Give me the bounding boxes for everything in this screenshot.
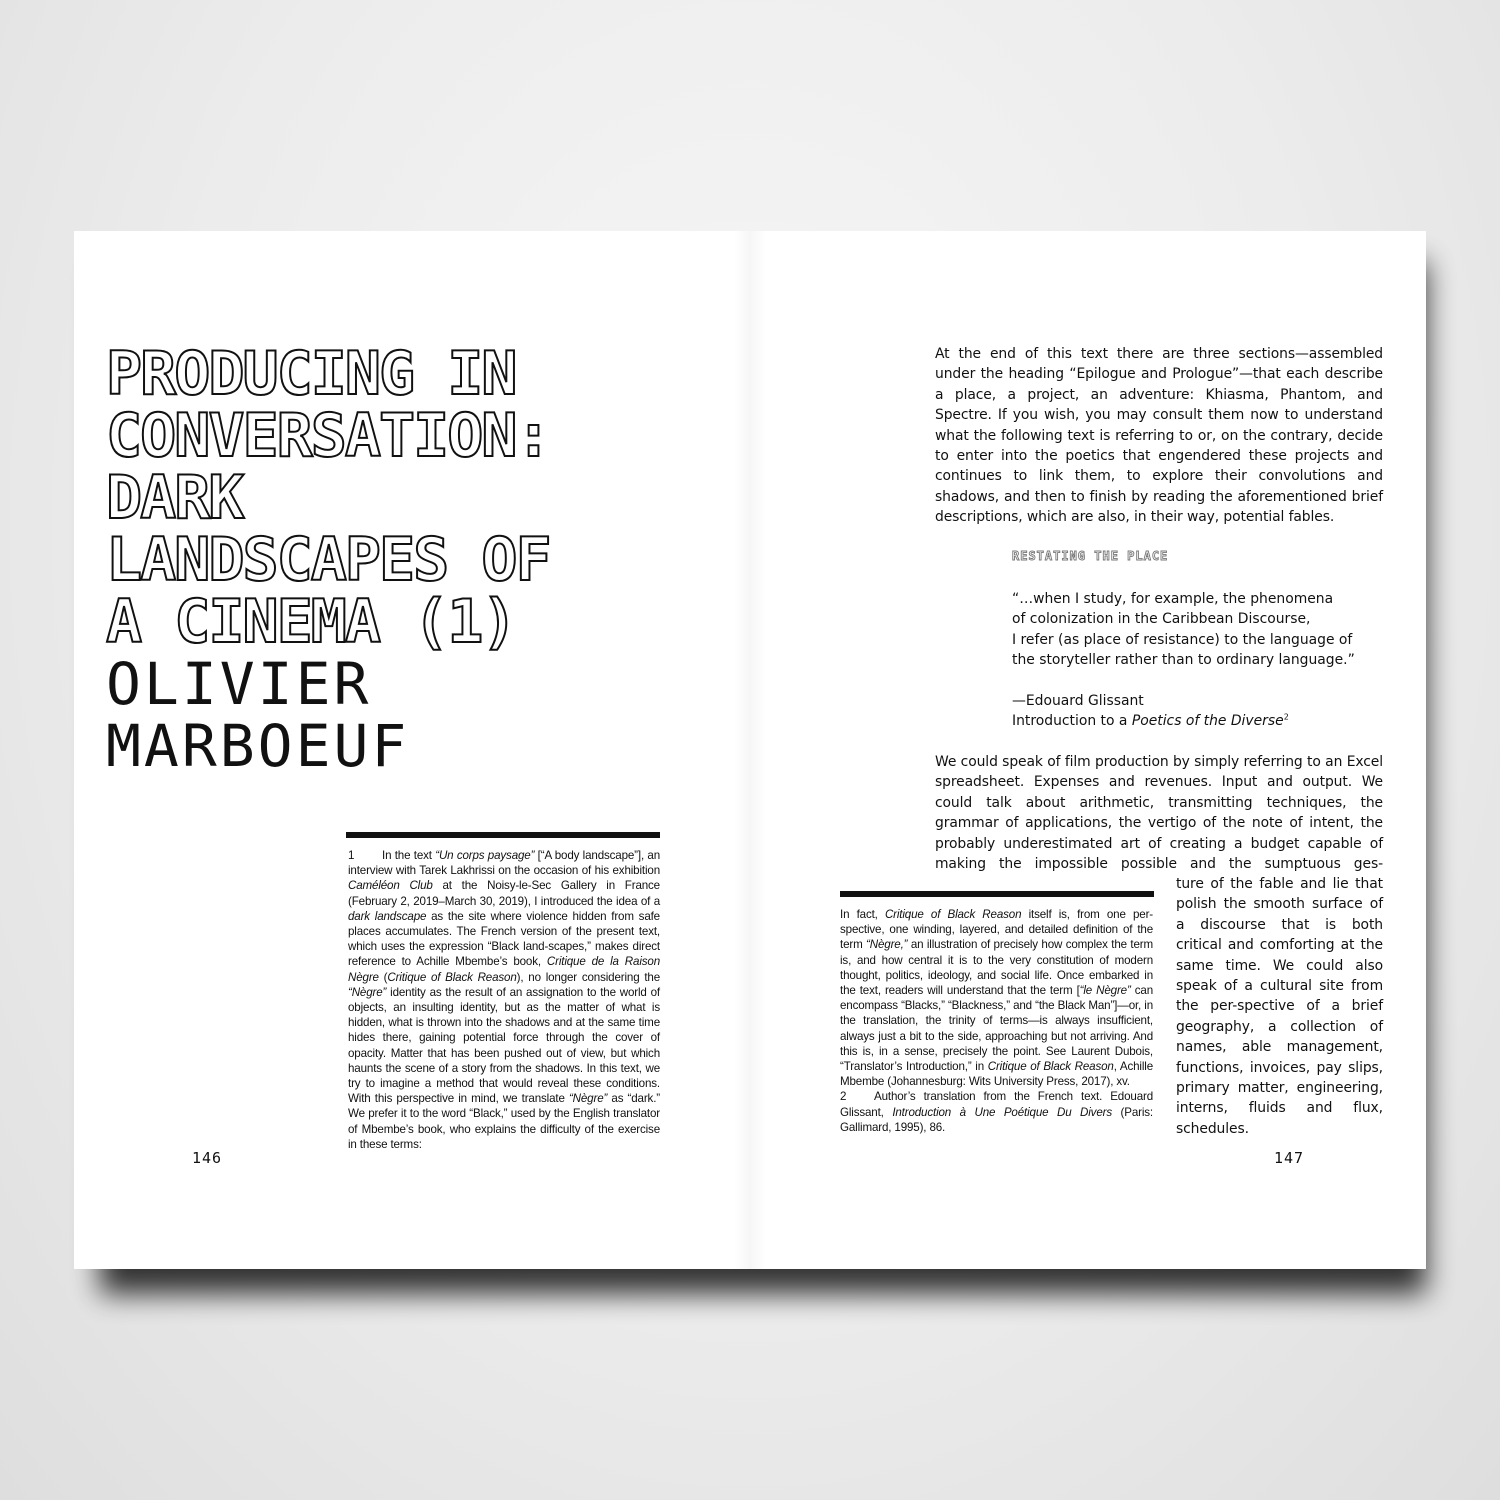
epigraph bbox=[1012, 589, 1392, 732]
footnote-marker: 2 bbox=[1283, 712, 1289, 722]
footnote-2: 2 Author’s translation from the French text. Edouard Glissant, Introduction à Une Poétique Du Divers (Paris: Gallimard, 1995), 86. bbox=[840, 1090, 1153, 1134]
author-name bbox=[106, 650, 410, 780]
body-paragraph-continued: ture of the fable and lie that polish the smooth surface of a discourse that is both critical and comforting at the same time. We could also speak of a cultural site from the per-spective of a brief geography, a collection of names, able management, functions, invoices, pay slips, primary matter, engineering, interns, fluids and flux, schedules. bbox=[1176, 876, 1383, 1137]
title-line: A CINEMA (1) bbox=[106, 587, 516, 657]
title-line: PRODUCING IN bbox=[106, 339, 516, 409]
footnote-number: 2 bbox=[840, 1090, 847, 1104]
footnote-rule bbox=[346, 832, 660, 838]
left-page bbox=[74, 231, 750, 1269]
chapter-title bbox=[106, 339, 550, 657]
epigraph-attribution bbox=[1012, 691, 1392, 732]
title-line: DARK bbox=[106, 463, 243, 533]
title-line: LANDSCAPES OF bbox=[106, 525, 550, 595]
attribution-source: Introduction to a Poetics of the Diverse$^2$ bbox=[1012, 712, 1289, 730]
footnote-number: 1 bbox=[348, 849, 355, 862]
epigraph-line: the storyteller rather than to ordinary language.” bbox=[1012, 652, 1355, 669]
body-paragraph-top: We could speak of film production by simply referring to an Excel spreadsheet. Expenses and revenues. Input and output. We could talk about arithmetic, transmitting techniques, the grammar of applications, the vertigo of the note of intent, the probably underestimated art of creating a budget capable of making the impossible possible and the sumptuous ges- bbox=[935, 754, 1383, 873]
page-number-right: 147 bbox=[1274, 1149, 1305, 1167]
epigraph-line: “…when I study, for example, the phenomena bbox=[1012, 591, 1334, 607]
page-number-left: 146 bbox=[192, 1149, 223, 1167]
right-page bbox=[750, 231, 1426, 1269]
title-line: CONVERSATION: bbox=[106, 401, 550, 471]
author-first-name: OLIVIER bbox=[106, 650, 372, 718]
footnote-continued bbox=[840, 907, 1153, 1135]
author-last-name: MARBOEUF bbox=[106, 712, 410, 780]
epigraph-line: I refer (as place of resistance) to the language of bbox=[1012, 631, 1353, 648]
attribution-name: —Edouard Glissant bbox=[1012, 693, 1144, 710]
footnote-rule-right bbox=[840, 891, 1154, 897]
book-spread bbox=[74, 231, 1426, 1269]
intro-paragraph: At the end of this text there are three sections—assembled under the heading “Epilogue and Prologue”—that each describe a place, a project, an adventure: Khiasma, Phantom, and Spectre. If you wish, you may consult them now to understand what the following text is referring to or, on the contrary, decide to enter into the poetics that engendered these projects and continues to link them, to explore their convolutions and shadows, and then to finish by reading the aforementioned brief descriptions, which are also, in their way, potential fables. bbox=[935, 346, 1383, 526]
footnote-1 bbox=[348, 848, 660, 1152]
epigraph-line: of colonization in the Caribbean Discourse, bbox=[1012, 611, 1311, 628]
footnote-1-text: 1 In the text “Un corps paysage” [“A body landscape”], an interview with Tarek Lakhrissi on the occasion of his exhibition Caméléon Club at the Noisy-le-Sec Gallery in France (February 2, 2019–March 30, 2019), I introduced the idea of a dark landscape as the site where violence hidden from safe places accumulates. The French version of the present text, which uses the expression “Black land-scapes,” makes direct reference to Achille Mbembe’s book, Critique de la Raison Nègre (Critique of Black Reason), no longer considering the “Nègre” identity as the result of an assignation to the world of objects, an insulting identity, but as the matter of what is hidden, what is thrown into the shadows and at the same time hides there, gaining potential force through the cover of opacity. Matter that has been pushed out of view, but which haunts the scene of a story from the shadows. In this text, we try to imagine a method that would reveal these conditions. With this perspective in mind, we translate “Nègre” as “dark.” We prefer it to the word “Black,” used by the English translator of Mbembe’s book, who explains the difficulty of the exercise in these terms: bbox=[348, 849, 660, 1151]
footnote-continued-text: In fact, Critique of Black Reason itself is, from one per-spective, one winding, layered, and detailed definition of the term “Nègre,” an illustration of precisely how complex the term is, and how central it is to the very constitution of modern thought, politics, ideology, and social life. Once embarked in the text, readers will understand that the term [“le Nègre” can encompass “Blacks,” “Blackness,” and “the Black Man”]—or, in the translation, the trinity of terms—is always insufficient, always just a bit to the side, approaching but not arriving. And this is, in a sense, precisely the point. See Laurent Dubois, “Translator’s Introduction,” in Critique of Black Reason, Achille Mbembe (Johannesburg: Wits University Press, 2017), xv. bbox=[840, 908, 1154, 1089]
section-heading: RESTATING THE PLACE bbox=[1012, 549, 1169, 563]
